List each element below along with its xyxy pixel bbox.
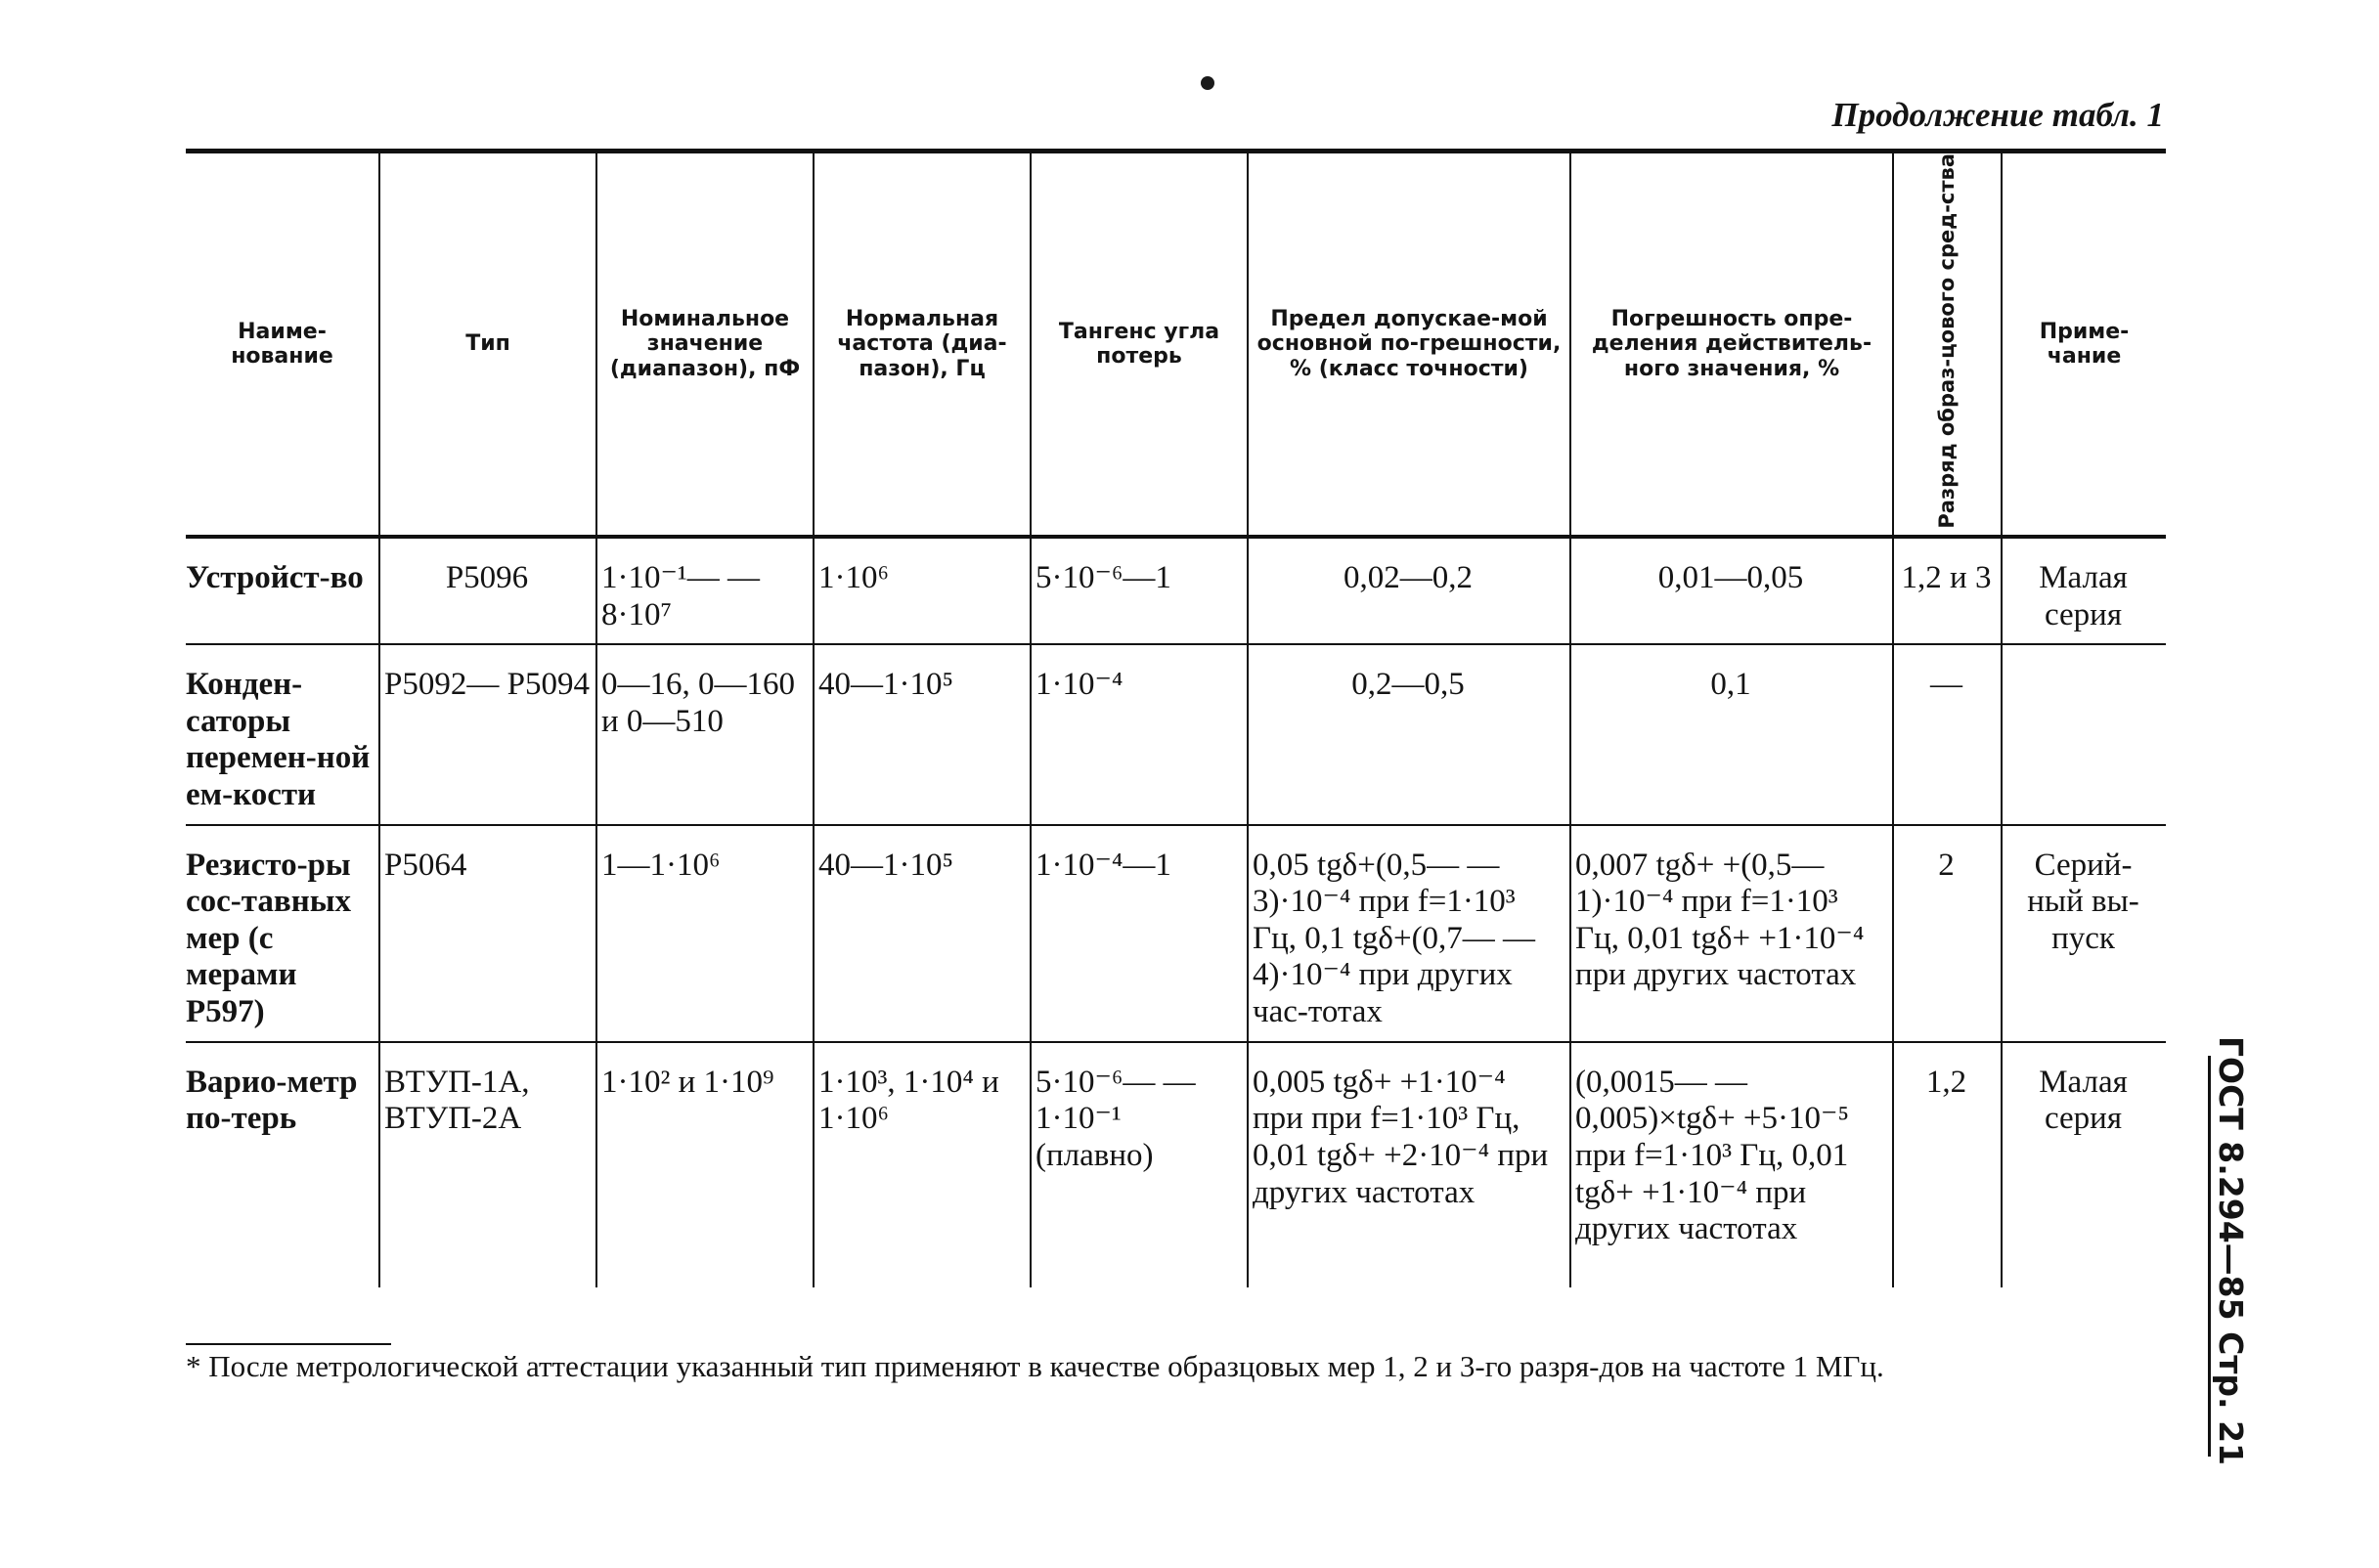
page-side-label: ГОСТ 8.294—85 Стр. 21 <box>2212 1036 2250 1466</box>
cell-rank: 1,2 <box>1893 1042 2002 1287</box>
cell-note: Серий-ный вы-пуск <box>2002 825 2166 1042</box>
cell-name: Резисто-ры сос-тавных мер (с мерами Р597) <box>186 825 379 1042</box>
header-row <box>186 152 2166 537</box>
cell-tangent: 5·10⁻⁶— —1·10⁻¹ (плавно) <box>1031 1042 1248 1287</box>
cell-frequency: 40—1·10⁵ <box>814 644 1031 824</box>
cell-name: Устройст-во <box>186 537 379 644</box>
header-rank: Разряд образ-цового сред-ства <box>1893 152 2002 537</box>
table-row <box>186 1042 2166 1287</box>
cell-nominal: 0—16, 0—160 и 0—510 <box>596 644 814 824</box>
cell-nominal: 1·10⁻¹— —8·10⁷ <box>596 537 814 644</box>
header-note: Приме-чание <box>2002 152 2166 537</box>
cell-note: Малая серия <box>2002 1042 2166 1287</box>
header-type: Тип <box>379 152 596 537</box>
table-row <box>186 644 2166 824</box>
table-caption: Продолжение табл. 1 <box>1831 96 2164 134</box>
cell-frequency: 40—1·10⁵ <box>814 825 1031 1042</box>
cell-frequency: 1·10³, 1·10⁴ и 1·10⁶ <box>814 1042 1031 1287</box>
cell-type: Р5092— Р5094 <box>379 644 596 824</box>
table-row <box>186 825 2166 1042</box>
header-nominal: Номинальное значение (диапазон), пФ <box>596 152 814 537</box>
specs-table <box>186 149 2166 1287</box>
cell-determination-error: 0,1 <box>1570 644 1893 824</box>
cell-error-limit: 0,02—0,2 <box>1248 537 1570 644</box>
table-container <box>186 149 2166 1287</box>
cell-note <box>2002 644 2166 824</box>
cell-name: Конден-саторы перемен-ной ем-кости <box>186 644 379 824</box>
side-divider <box>2208 1056 2211 1457</box>
cell-error-limit: 0,2—0,5 <box>1248 644 1570 824</box>
cell-error-limit: 0,005 tgδ+ +1·10⁻⁴ при при f=1·10³ Гц, 0,01 tgδ+ +2·10⁻⁴ при других частотах <box>1248 1042 1570 1287</box>
cell-type: Р5064 <box>379 825 596 1042</box>
cell-rank: 1,2 и 3 <box>1893 537 2002 644</box>
cell-tangent: 1·10⁻⁴—1 <box>1031 825 1248 1042</box>
header-name: Наиме-нование <box>186 152 379 537</box>
cell-nominal: 1·10² и 1·10⁹ <box>596 1042 814 1287</box>
cell-tangent: 5·10⁻⁶—1 <box>1031 537 1248 644</box>
stray-dot <box>1201 76 1214 90</box>
header-frequency: Нормальная частота (диа-пазон), Гц <box>814 152 1031 537</box>
cell-rank: — <box>1893 644 2002 824</box>
cell-note: Малая серия <box>2002 537 2166 644</box>
cell-error-limit: 0,05 tgδ+(0,5— —3)·10⁻⁴ при f=1·10³ Гц, 0,1 tgδ+(0,7— —4)·10⁻⁴ при других час-тотах <box>1248 825 1570 1042</box>
footnote-rule <box>186 1343 391 1345</box>
cell-rank: 2 <box>1893 825 2002 1042</box>
cell-tangent: 1·10⁻⁴ <box>1031 644 1248 824</box>
cell-name: Варио-метр по-терь <box>186 1064 358 1137</box>
cell-type: Р5096 <box>379 537 596 644</box>
cell-frequency: 1·10⁶ <box>814 537 1031 644</box>
table-row <box>186 537 2166 644</box>
header-determination-error: Погрешность опре-деления действитель-ного значения, % <box>1570 152 1893 537</box>
cell-determination-error: 0,007 tgδ+ +(0,5—1)·10⁻⁴ при f=1·10³ Гц, 0,01 tgδ+ +1·10⁻⁴ при других частотах <box>1570 825 1893 1042</box>
cell-determination-error: (0,0015— —0,005)×tgδ+ +5·10⁻⁵ при f=1·10³ Гц, 0,01 tgδ+ +1·10⁻⁴ при других частотах <box>1570 1042 1893 1287</box>
cell-determination-error: 0,01—0,05 <box>1570 537 1893 644</box>
cell-nominal: 1—1·10⁶ <box>596 825 814 1042</box>
header-tangent: Тангенс угла потерь <box>1031 152 1248 537</box>
cell-type: ВТУП-1А, ВТУП-2А <box>379 1042 596 1287</box>
header-error-limit: Предел допускае-мой основной по-грешности, % (класс точности) <box>1248 152 1570 537</box>
footnote: * После метрологической аттестации указанный тип применяют в качестве образцовых мер 1, 2 и 3-го разря-дов на частоте 1 МГц. <box>186 1349 1884 1383</box>
